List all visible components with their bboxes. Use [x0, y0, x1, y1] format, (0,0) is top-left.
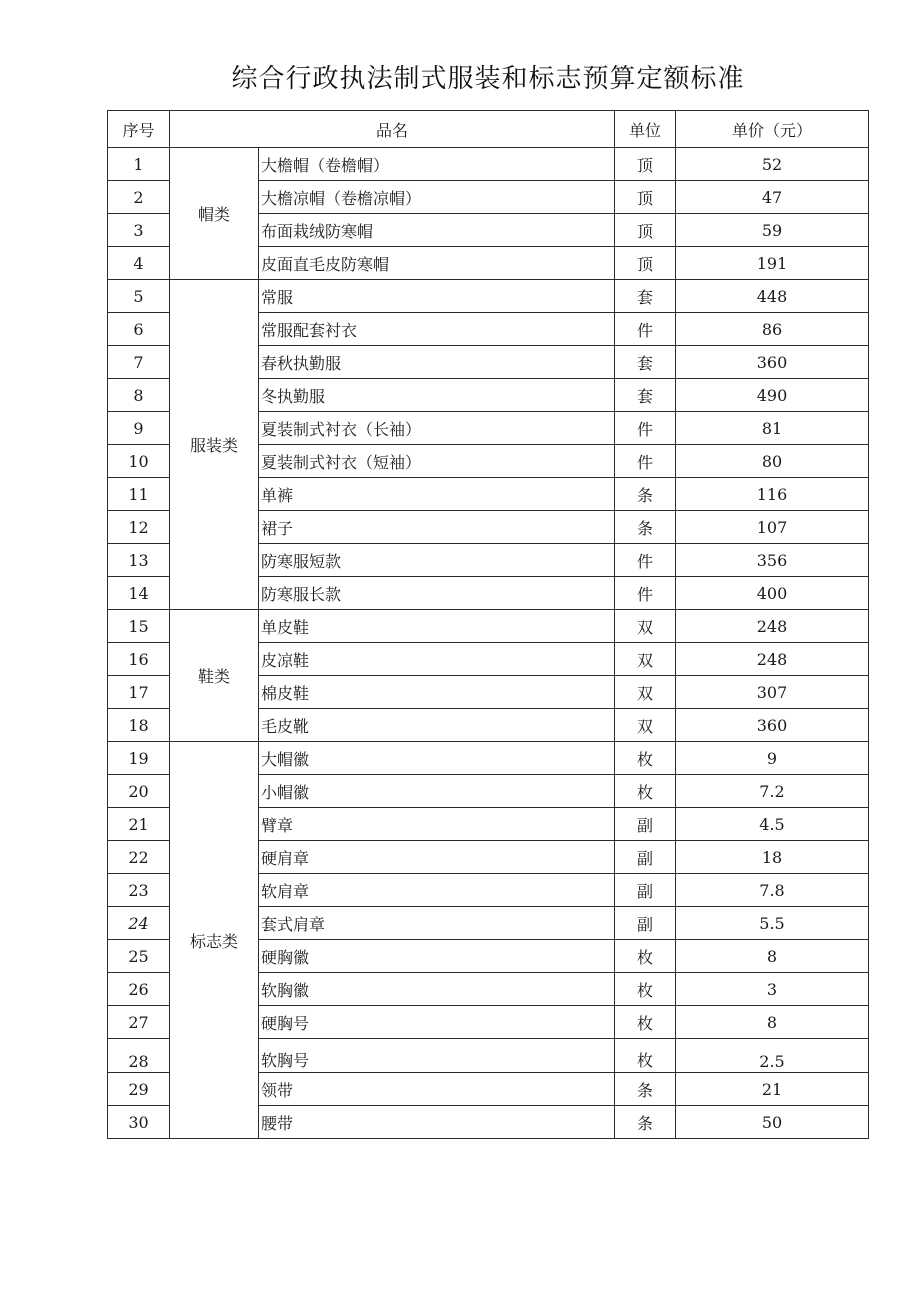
item-name: 套式肩章: [259, 907, 615, 940]
item-name: 软胸徽: [259, 973, 615, 1006]
item-price: 59: [676, 214, 869, 247]
row-index: 4: [108, 247, 170, 280]
item-unit: 件: [615, 412, 676, 445]
item-name: 常服: [259, 280, 615, 313]
item-name: 软肩章: [259, 874, 615, 907]
item-price: 307: [676, 676, 869, 709]
item-price: 191: [676, 247, 869, 280]
row-index: 12: [108, 511, 170, 544]
item-price: 9: [676, 742, 869, 775]
row-index: 18: [108, 709, 170, 742]
page-title: 综合行政执法制式服装和标志预算定额标准: [231, 64, 745, 94]
item-price: 3: [676, 973, 869, 1006]
table-row: [108, 280, 869, 313]
item-unit: 枚: [615, 1006, 676, 1039]
row-index: 3: [108, 214, 170, 247]
item-unit: 顶: [615, 247, 676, 280]
item-name: 毛皮靴: [259, 709, 615, 742]
item-price: 47: [676, 181, 869, 214]
item-price: 7.8: [676, 874, 869, 907]
item-unit: 副: [615, 874, 676, 907]
item-price: 448: [676, 280, 869, 313]
item-name: 冬执勤服: [259, 379, 615, 412]
category-cell: 鞋类: [170, 610, 259, 742]
item-name: 小帽徽: [259, 775, 615, 808]
item-price: 81: [676, 412, 869, 445]
item-name: 大檐帽（卷檐帽）: [259, 148, 615, 181]
item-name: 常服配套衬衣: [259, 313, 615, 346]
item-price: 248: [676, 610, 869, 643]
row-index: 7: [108, 346, 170, 379]
item-name: 单裤: [259, 478, 615, 511]
item-unit: 套: [615, 280, 676, 313]
item-price: 490: [676, 379, 869, 412]
item-name: 单皮鞋: [259, 610, 615, 643]
item-price: 356: [676, 544, 869, 577]
row-index: 29: [108, 1073, 170, 1106]
category-cell: 服装类: [170, 280, 259, 610]
item-unit: 双: [615, 676, 676, 709]
item-price: 8: [676, 1006, 869, 1039]
item-name: 防寒服短款: [259, 544, 615, 577]
item-name: 腰带: [259, 1106, 615, 1139]
item-price: 116: [676, 478, 869, 511]
row-index: 28: [108, 1039, 170, 1073]
item-price: 4.5: [676, 808, 869, 841]
item-price: 7.2: [676, 775, 869, 808]
item-unit: 副: [615, 907, 676, 940]
item-price: 360: [676, 709, 869, 742]
item-name: 夏装制式衬衣（长袖）: [259, 412, 615, 445]
item-name: 硬胸号: [259, 1006, 615, 1039]
item-price: 52: [676, 148, 869, 181]
item-name: 大檐凉帽（卷檐凉帽）: [259, 181, 615, 214]
item-unit: 件: [615, 313, 676, 346]
item-unit: 条: [615, 1106, 676, 1139]
item-unit: 套: [615, 346, 676, 379]
item-name: 夏装制式衬衣（短袖）: [259, 445, 615, 478]
row-index: 20: [108, 775, 170, 808]
row-index: 6: [108, 313, 170, 346]
row-index: 17: [108, 676, 170, 709]
item-unit: 双: [615, 610, 676, 643]
item-unit: 枚: [615, 940, 676, 973]
row-index: 21: [108, 808, 170, 841]
item-name: 硬肩章: [259, 841, 615, 874]
table-row: [108, 742, 869, 775]
item-unit: 条: [615, 478, 676, 511]
item-unit: 条: [615, 1073, 676, 1106]
item-name: 领带: [259, 1073, 615, 1106]
item-unit: 件: [615, 445, 676, 478]
item-unit: 枚: [615, 973, 676, 1006]
budget-table: [107, 110, 869, 1139]
item-unit: 枚: [615, 1039, 676, 1073]
item-name: 软胸号: [259, 1039, 615, 1073]
row-index: 25: [108, 940, 170, 973]
header-unit: 单位: [615, 111, 676, 148]
row-index: 15: [108, 610, 170, 643]
item-name: 裙子: [259, 511, 615, 544]
item-unit: 件: [615, 577, 676, 610]
item-price: 80: [676, 445, 869, 478]
item-price: 50: [676, 1106, 869, 1139]
row-index: 10: [108, 445, 170, 478]
item-name: 春秋执勤服: [259, 346, 615, 379]
item-unit: 副: [615, 808, 676, 841]
item-unit: 双: [615, 643, 676, 676]
row-index: 23: [108, 874, 170, 907]
item-unit: 顶: [615, 148, 676, 181]
item-unit: 双: [615, 709, 676, 742]
row-index: 27: [108, 1006, 170, 1039]
row-index: 8: [108, 379, 170, 412]
item-unit: 副: [615, 841, 676, 874]
header-row: [108, 111, 869, 148]
row-index: 1: [108, 148, 170, 181]
row-index: 30: [108, 1106, 170, 1139]
item-price: 8: [676, 940, 869, 973]
item-name: 棉皮鞋: [259, 676, 615, 709]
item-unit: 顶: [615, 181, 676, 214]
header-index: 序号: [108, 111, 170, 148]
item-name: 臂章: [259, 808, 615, 841]
row-index: 22: [108, 841, 170, 874]
item-unit: 枚: [615, 775, 676, 808]
item-price: 5.5: [676, 907, 869, 940]
item-price: 360: [676, 346, 869, 379]
header-name: 品名: [170, 111, 615, 148]
item-unit: 枚: [615, 742, 676, 775]
header-price: 单价（元）: [676, 111, 869, 148]
row-index: 14: [108, 577, 170, 610]
table-body: [108, 148, 869, 1139]
item-name: 大帽徽: [259, 742, 615, 775]
item-price: 18: [676, 841, 869, 874]
row-index: 16: [108, 643, 170, 676]
row-index: 24: [108, 907, 170, 940]
item-price: 86: [676, 313, 869, 346]
item-name: 皮凉鞋: [259, 643, 615, 676]
item-unit: 件: [615, 544, 676, 577]
table-row: [108, 610, 869, 643]
row-index: 11: [108, 478, 170, 511]
item-price: 107: [676, 511, 869, 544]
row-index: 26: [108, 973, 170, 1006]
category-cell: 标志类: [170, 742, 259, 1139]
row-index: 9: [108, 412, 170, 445]
row-index: 5: [108, 280, 170, 313]
row-index: 13: [108, 544, 170, 577]
item-price: 2.5: [676, 1039, 869, 1073]
item-name: 布面栽绒防寒帽: [259, 214, 615, 247]
row-index: 19: [108, 742, 170, 775]
item-price: 248: [676, 643, 869, 676]
row-index: 2: [108, 181, 170, 214]
item-name: 防寒服长款: [259, 577, 615, 610]
item-unit: 顶: [615, 214, 676, 247]
table-row: [108, 148, 869, 181]
category-cell: 帽类: [170, 148, 259, 280]
item-price: 21: [676, 1073, 869, 1106]
item-unit: 条: [615, 511, 676, 544]
item-price: 400: [676, 577, 869, 610]
item-unit: 套: [615, 379, 676, 412]
item-name: 硬胸徽: [259, 940, 615, 973]
item-name: 皮面直毛皮防寒帽: [259, 247, 615, 280]
